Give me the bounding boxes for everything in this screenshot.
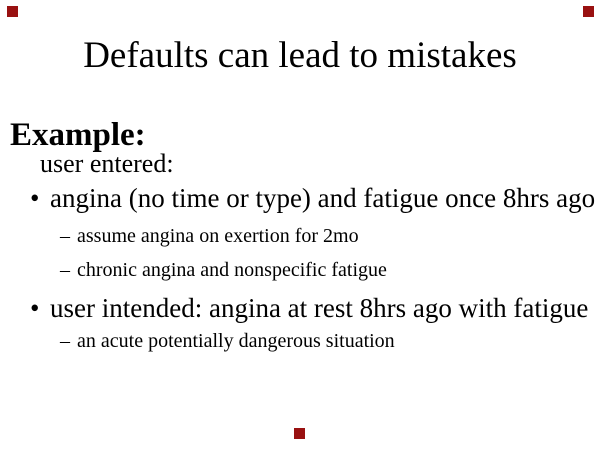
bullet-text: an acute potentially dangerous situation [77, 330, 395, 352]
bullet-text: user intended: angina at rest 8hrs ago with fatigue [50, 293, 589, 323]
example-heading: Example: [10, 117, 146, 153]
corner-marker-bottom-center [294, 428, 305, 439]
bullet-marker: • [30, 183, 40, 213]
dash-marker: – [60, 259, 70, 281]
bullet-item [60, 259, 387, 281]
bullet-text: angina (no time or type) and fatigue once 8hrs ago [50, 183, 596, 213]
user-entered-label: user entered: [40, 149, 174, 178]
slide-title: Defaults can lead to mistakes [83, 35, 517, 76]
bullet-marker: • [30, 293, 40, 323]
bullet-item [30, 294, 588, 324]
corner-marker-top-left [7, 6, 18, 17]
dash-marker: – [60, 225, 70, 247]
dash-marker: – [60, 330, 70, 352]
bullet-item [60, 330, 395, 352]
corner-marker-top-right [583, 6, 594, 17]
bullet-text: chronic angina and nonspecific fatigue [77, 259, 387, 281]
bullet-text: assume angina on exertion for 2mo [77, 225, 359, 247]
bullet-item [30, 184, 595, 214]
bullet-item [60, 225, 359, 247]
